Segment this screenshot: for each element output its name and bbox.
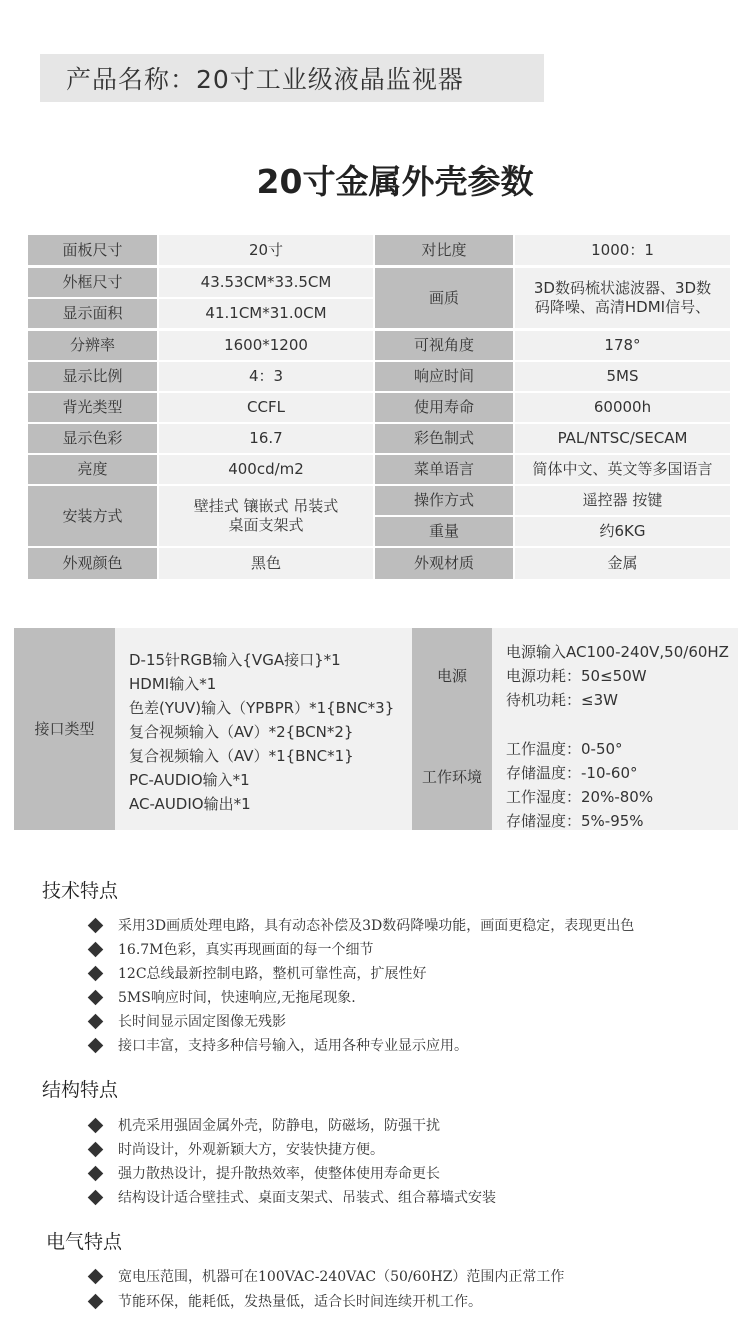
feature-item bbox=[90, 1266, 564, 1286]
feature-text: 强力散热设计，提升散热效率，使整体使用寿命更长 bbox=[118, 1166, 440, 1182]
diamond-bullet-icon bbox=[88, 1189, 104, 1205]
spec-label: 使用寿命 bbox=[375, 393, 513, 422]
feature-item bbox=[90, 987, 356, 1007]
spec-value: 41.1CM*31.0CM bbox=[159, 299, 373, 328]
diamond-bullet-icon bbox=[88, 917, 104, 933]
interface-item: PC-AUDIO输入*1 bbox=[129, 771, 250, 789]
feature-text: 时尚设计，外观新颖大方，安装快捷方便。 bbox=[118, 1142, 384, 1158]
spec-label: 背光类型 bbox=[28, 393, 157, 422]
environment-label: 工作环境 bbox=[412, 724, 492, 830]
spec-label: 响应时间 bbox=[375, 362, 513, 391]
spec-value bbox=[515, 268, 730, 328]
tech-features-title: 技术特点 bbox=[42, 880, 119, 902]
spec-value-line: 码降噪、高清HDMI信号、 bbox=[534, 298, 711, 316]
feature-item bbox=[90, 1035, 468, 1055]
spec-value: 黑色 bbox=[159, 548, 373, 579]
spec-value: 1600*1200 bbox=[159, 331, 373, 360]
environment-item: 存储湿度：5%-95% bbox=[506, 812, 644, 830]
spec-label: 分辨率 bbox=[28, 331, 157, 360]
power-item: 电源功耗：50≤50W bbox=[506, 667, 647, 685]
feature-item bbox=[90, 1139, 384, 1159]
spec-value: 金属 bbox=[515, 548, 730, 579]
feature-text: 采用3D画质处理电路，具有动态补偿及3D数码降噪功能，画面更稳定，表现更出色 bbox=[118, 918, 635, 934]
spec-value: CCFL bbox=[159, 393, 373, 422]
feature-text: 节能环保，能耗低，发热量低，适合长时间连续开机工作。 bbox=[118, 1294, 482, 1310]
environment-item: 存储温度：-10-60° bbox=[506, 764, 638, 782]
feature-text: 结构设计适合壁挂式、桌面支架式、吊装式、组合幕墙式安装 bbox=[118, 1190, 496, 1206]
spec-label: 显示色彩 bbox=[28, 424, 157, 453]
spec-value: 4：3 bbox=[159, 362, 373, 391]
diamond-bullet-icon bbox=[88, 1293, 104, 1309]
spec-label: 外框尺寸 bbox=[28, 268, 157, 297]
interface-item: HDMI输入*1 bbox=[129, 675, 217, 693]
diamond-bullet-icon bbox=[88, 965, 104, 981]
diamond-bullet-icon bbox=[88, 1141, 104, 1157]
feature-item bbox=[90, 1291, 482, 1311]
feature-item bbox=[90, 1011, 286, 1031]
spec-label: 菜单语言 bbox=[375, 455, 513, 484]
spec-label: 操作方式 bbox=[375, 486, 513, 515]
spec-label: 面板尺寸 bbox=[28, 235, 157, 265]
diamond-bullet-icon bbox=[88, 1037, 104, 1053]
interface-label: 接口类型 bbox=[14, 628, 115, 830]
spec-value: 遥控器 按键 bbox=[515, 486, 730, 515]
spec-value: PAL/NTSC/SECAM bbox=[515, 424, 730, 453]
feature-item bbox=[90, 939, 374, 959]
power-item: 电源输入AC100-240V,50/60HZ bbox=[506, 643, 729, 661]
environment-item: 工作温度：0-50° bbox=[506, 740, 623, 758]
spec-label: 画质 bbox=[375, 268, 513, 328]
diamond-bullet-icon bbox=[88, 1013, 104, 1029]
feature-item bbox=[90, 915, 634, 935]
diamond-bullet-icon bbox=[88, 941, 104, 957]
interface-item: 色差(YUV)输入（YPBPR）*1{BNC*3} bbox=[129, 699, 395, 717]
diamond-bullet-icon bbox=[88, 1117, 104, 1133]
spec-value: 1000：1 bbox=[515, 235, 730, 265]
spec-value-line: 壁挂式 镶嵌式 吊装式 bbox=[193, 497, 339, 515]
feature-text: 机壳采用强固金属外壳，防静电，防磁场，防强干扰 bbox=[118, 1118, 440, 1134]
spec-value: 43.53CM*33.5CM bbox=[159, 268, 373, 297]
spec-value: 约6KG bbox=[515, 517, 730, 546]
spec-label: 彩色制式 bbox=[375, 424, 513, 453]
spec-value: 400cd/m2 bbox=[159, 455, 373, 484]
interface-item: 复合视频输入（AV）*1{BNC*1} bbox=[129, 747, 354, 765]
spec-label: 安装方式 bbox=[28, 486, 157, 546]
feature-text: 5MS响应时间，快速响应,无拖尾现象. bbox=[118, 990, 356, 1006]
power-item: 待机功耗：≤3W bbox=[506, 691, 618, 709]
feature-text: 宽电压范围，机器可在100VAC-240VAC（50/60HZ）范围内正常工作 bbox=[118, 1269, 565, 1285]
spec-value-line: 桌面支架式 bbox=[228, 516, 304, 534]
spec-label: 显示比例 bbox=[28, 362, 157, 391]
product-name-banner: 产品名称：20寸工业级液晶监视器 bbox=[40, 54, 544, 102]
spec-value bbox=[159, 486, 373, 546]
feature-text: 接口丰富，支持多种信号输入，适用各种专业显示应用。 bbox=[118, 1038, 468, 1054]
feature-text: 16.7M色彩，真实再现画面的每一个细节 bbox=[118, 942, 374, 958]
interface-list bbox=[115, 628, 412, 830]
environment-item: 工作湿度：20%-80% bbox=[506, 788, 654, 806]
feature-text: 长时间显示固定图像无残影 bbox=[118, 1014, 286, 1030]
spec-label: 外观颜色 bbox=[28, 548, 157, 579]
power-environment-list bbox=[492, 628, 738, 830]
diamond-bullet-icon bbox=[88, 1165, 104, 1181]
feature-item bbox=[90, 963, 427, 983]
spec-label: 可视角度 bbox=[375, 331, 513, 360]
spec-value: 5MS bbox=[515, 362, 730, 391]
structure-features-title: 结构特点 bbox=[42, 1079, 119, 1101]
interface-item: AC-AUDIO输出*1 bbox=[129, 795, 251, 813]
spec-value: 60000h bbox=[515, 393, 730, 422]
interface-item: D-15针RGB输入{VGA接口}*1 bbox=[129, 651, 341, 669]
feature-text: 12C总线最新控制电路，整机可靠性高，扩展性好 bbox=[118, 966, 427, 982]
spec-label: 外观材质 bbox=[375, 548, 513, 579]
interface-item: 复合视频输入（AV）*2{BCN*2} bbox=[129, 723, 354, 741]
spec-label: 亮度 bbox=[28, 455, 157, 484]
feature-item bbox=[90, 1115, 440, 1135]
feature-item bbox=[90, 1163, 440, 1183]
spec-label: 对比度 bbox=[375, 235, 513, 265]
spec-value: 16.7 bbox=[159, 424, 373, 453]
spec-value: 简体中文、英文等多国语言 bbox=[515, 455, 730, 484]
spec-value-line: 3D数码梳状滤波器、3D数 bbox=[533, 279, 712, 297]
feature-item bbox=[90, 1187, 496, 1207]
spec-title: 20寸金属外壳参数 bbox=[256, 162, 534, 201]
spec-value: 20寸 bbox=[159, 235, 373, 265]
diamond-bullet-icon bbox=[88, 989, 104, 1005]
electrical-features-title: 电气特点 bbox=[46, 1231, 123, 1253]
interface-table bbox=[14, 628, 738, 830]
diamond-bullet-icon bbox=[88, 1268, 104, 1284]
spec-label: 显示面积 bbox=[28, 299, 157, 328]
spec-label: 重量 bbox=[375, 517, 513, 546]
power-label: 电源 bbox=[412, 628, 492, 724]
spec-value: 178° bbox=[515, 331, 730, 360]
